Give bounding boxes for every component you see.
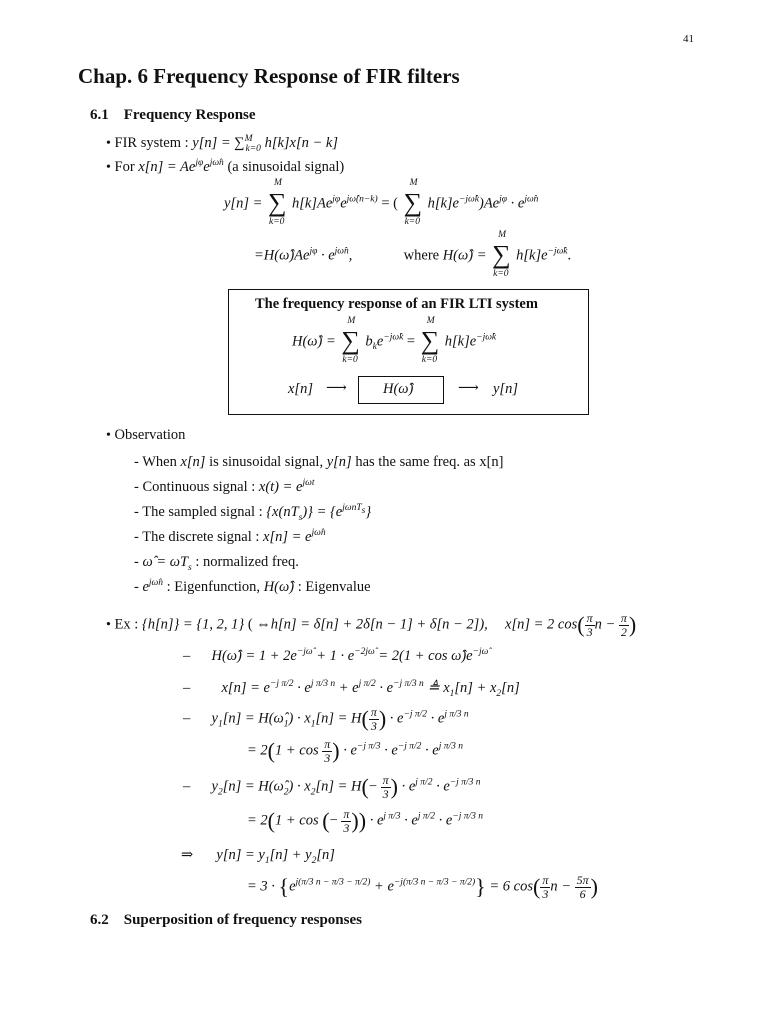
- sum-lower-limit: k=0: [342, 355, 358, 365]
- minus-sign: −: [329, 812, 338, 829]
- denominator: 3: [382, 786, 389, 801]
- math-expr: h[k]e: [427, 195, 459, 212]
- numerator: 5π: [576, 873, 589, 887]
- exponent: jω̂n: [334, 246, 349, 257]
- math-expr: y[n] = y: [216, 847, 265, 863]
- exponent: −jω̂k: [476, 332, 497, 343]
- math-expr: · e: [397, 778, 416, 795]
- math-expr: · e: [375, 680, 394, 696]
- sum-upper-limit: M: [409, 178, 418, 188]
- paren: ): [590, 874, 598, 900]
- exponent: −jω̂: [472, 647, 489, 658]
- math-expr: e: [203, 159, 210, 175]
- math-expr: h[k]e: [516, 247, 548, 264]
- math-expr: y[n] =: [224, 195, 263, 212]
- math-expr: =: [403, 333, 416, 350]
- exponent: j π/3 n: [444, 709, 469, 720]
- sigma-glyph: ∑: [268, 188, 287, 217]
- math-expr: · e: [435, 812, 453, 829]
- punctuation: ,: [348, 247, 353, 264]
- summation: [339, 316, 365, 365]
- denominator: 2: [620, 624, 627, 639]
- subscript: 1: [310, 719, 316, 730]
- dash: –: [183, 648, 191, 664]
- dash: -: [134, 554, 139, 570]
- paren: (: [267, 738, 275, 764]
- math-expr: }: [365, 504, 372, 520]
- exponent: −jω̂k: [459, 194, 479, 205]
- exponent: j π/2: [417, 811, 436, 822]
- sum-upper-limit: M: [274, 178, 282, 188]
- subscript: 2: [310, 787, 316, 798]
- math-expr: h[k]e: [444, 333, 477, 350]
- summation: [419, 316, 445, 365]
- math-expr: n −: [594, 616, 616, 633]
- fraction: [585, 612, 595, 638]
- example-step: [247, 808, 483, 834]
- math-expr: x[n] = e: [221, 680, 270, 696]
- paren: )): [351, 808, 367, 834]
- text: The sampled signal :: [142, 504, 267, 520]
- exponent: j π/3: [383, 811, 401, 822]
- math-expr: [n] = H: [315, 778, 362, 795]
- math-expr: x[n] = Ae: [138, 159, 196, 175]
- sum-upper-limit: M: [347, 316, 356, 326]
- dash: -: [134, 579, 139, 595]
- exponent-text: jωnT: [342, 503, 362, 514]
- subscript: 2: [311, 855, 317, 866]
- system-output: y[n]: [493, 381, 518, 397]
- sigma-glyph: ∑: [341, 326, 360, 355]
- bullet-label: For: [114, 159, 139, 175]
- page-number: 41: [683, 33, 694, 45]
- math-expr: · e: [427, 710, 445, 727]
- math-expr: · e: [380, 742, 398, 759]
- derivation-line-1: [224, 178, 539, 227]
- denominator: 3: [343, 820, 350, 835]
- math-expr: · e: [400, 812, 418, 829]
- summation: [266, 178, 292, 227]
- dash: –: [183, 778, 191, 795]
- text: Continuous signal :: [142, 479, 259, 495]
- math-expr: h[k]Ae: [292, 195, 333, 212]
- bullet-icon: •: [106, 160, 111, 175]
- numerator: π: [370, 705, 377, 719]
- summation: [402, 178, 428, 227]
- sum-upper-limit: M: [244, 134, 253, 145]
- math-expr: · e: [317, 247, 335, 264]
- subscript: k: [372, 342, 377, 353]
- sigma-glyph: ∑: [492, 240, 511, 269]
- sum-upper-limit: M: [426, 316, 435, 326]
- sum-lower-limit: k=0: [493, 269, 509, 279]
- bullet-icon: •: [106, 617, 111, 633]
- paren: (: [322, 808, 330, 834]
- section-heading-6-1: [90, 107, 256, 124]
- dash: -: [134, 529, 139, 545]
- math-expr: e: [142, 579, 149, 595]
- math-expr: H(ω̂): [263, 579, 295, 595]
- section-number: 6.2: [90, 912, 109, 928]
- math-expr: 1 + cos: [275, 742, 319, 759]
- numerator: π: [586, 611, 593, 625]
- paren: ): [378, 706, 387, 732]
- bullet-example: [106, 612, 636, 638]
- math-expr: = 3 ·: [247, 878, 279, 895]
- arrow-icon: ⟶: [458, 380, 479, 396]
- math-expr: x[n]: [180, 454, 206, 470]
- math-expr: ) · x: [288, 778, 311, 795]
- math-expr: = 2: [247, 742, 268, 759]
- bullet-label: Observation: [114, 427, 186, 443]
- observation-item: [134, 479, 314, 496]
- paren: (: [532, 874, 541, 900]
- example-step: [247, 738, 463, 764]
- text: : Eigenfunction,: [163, 579, 264, 595]
- exponent: −jω̂k: [383, 332, 404, 343]
- dash: -: [134, 479, 139, 495]
- exponent: j π/2: [358, 679, 376, 690]
- exponent: j π/2: [415, 777, 433, 788]
- exponent: jφ: [332, 194, 341, 205]
- section-title: Frequency Response: [123, 107, 256, 123]
- exponent: jω̂n: [209, 158, 224, 169]
- sum-lower-limit: k=0: [404, 217, 420, 227]
- sum-lower-limit: k=0: [269, 217, 285, 227]
- math-expr: = 6 cos: [485, 878, 533, 895]
- exponent: jω̂(n−k): [346, 194, 378, 205]
- fraction: [322, 738, 332, 764]
- paren: ): [332, 738, 340, 764]
- paren: ): [628, 612, 637, 638]
- math-expr: )} = {e: [302, 504, 343, 520]
- math-expr: [n]: [501, 680, 520, 696]
- math-expr: x(t) = e: [258, 479, 303, 495]
- sum-lower-limit: k=0: [421, 355, 438, 365]
- brace: }: [475, 874, 486, 900]
- math-expr: =H(ω̂)Ae: [254, 247, 310, 264]
- math-expr: x[n] = e: [263, 529, 312, 545]
- summation: [490, 230, 516, 279]
- paren: (: [577, 612, 585, 638]
- denominator: 3: [324, 750, 331, 765]
- paren: (: [267, 808, 275, 834]
- math-expr: h[k]x[n − k]: [260, 135, 338, 151]
- math-expr: = 2(1 + cos ω̂)e: [374, 648, 473, 664]
- subscript: 1: [217, 719, 223, 730]
- subscript: 1: [283, 719, 289, 730]
- text: is sinusoidal signal,: [205, 454, 327, 470]
- math-expr: [n]: [316, 847, 335, 863]
- subscript: s: [298, 512, 303, 523]
- numerator: π: [382, 773, 389, 787]
- fraction: [341, 808, 351, 834]
- dash: –: [183, 710, 191, 727]
- math-expr: · e: [366, 812, 384, 829]
- exponent: −jω̂k: [547, 246, 568, 257]
- math-expr: y: [211, 710, 218, 727]
- chapter-title: Chap. 6 Frequency Response of FIR filters: [78, 64, 460, 88]
- subscript: 2: [283, 787, 289, 798]
- exponent: jφ: [499, 194, 508, 205]
- subscript: 2: [217, 787, 223, 798]
- brace: {: [278, 874, 290, 900]
- math-expr: e: [376, 333, 384, 350]
- fraction: [575, 874, 591, 900]
- observation-item: [134, 454, 503, 471]
- exponent: −j π/3 n: [393, 679, 424, 690]
- math-expr: [n] = H: [315, 710, 362, 727]
- denominator: 3: [542, 886, 549, 901]
- dash: -: [134, 504, 139, 520]
- math-expr: y[n]: [326, 454, 352, 470]
- implies-icon: ⇒: [181, 847, 194, 863]
- numerator: π: [542, 873, 549, 887]
- example-step: [183, 680, 520, 697]
- section-heading-6-2: [90, 912, 362, 929]
- text: When: [142, 454, 181, 470]
- exponent: −2jω̂: [354, 647, 375, 658]
- bullet-observation: [106, 427, 185, 444]
- bullet-for-input: [106, 159, 344, 176]
- observation-item: [134, 554, 299, 571]
- math-expr: = (: [377, 195, 398, 212]
- math-expr: · e: [386, 710, 404, 727]
- math-expr: · e: [293, 680, 311, 696]
- sum-upper-limit: M: [498, 230, 507, 240]
- math-expr: e: [340, 195, 347, 212]
- math-expr: + e: [335, 680, 359, 696]
- exponent: −j π/2: [397, 741, 422, 752]
- exponent: −j π/3: [356, 741, 381, 752]
- bullet-label: FIR system :: [114, 135, 193, 151]
- example-step: [183, 706, 469, 732]
- box-equation: [292, 316, 497, 365]
- observation-item: [134, 579, 371, 596]
- box-title: The frequency response of an FIR LTI system: [255, 296, 538, 312]
- text: : Eigenvalue: [294, 579, 371, 595]
- punctuation: .: [567, 247, 572, 264]
- math-expr: ω̂ = ωT: [142, 554, 189, 570]
- example-step: [181, 847, 335, 864]
- system-block: [358, 376, 444, 404]
- example-step: [183, 648, 488, 665]
- bullet-icon: •: [106, 428, 111, 443]
- math-expr: H(ω̂) = 1 + 2e: [211, 648, 297, 664]
- example-step: [183, 774, 480, 800]
- derivation-line-2: [254, 230, 572, 279]
- exponent: −j π/2: [269, 679, 294, 690]
- math-expr: b: [365, 333, 373, 350]
- math-expr: h[n] = δ[n] + 2δ[n − 1] + δ[n − 2]),: [270, 616, 488, 633]
- math-expr: [n] + x: [454, 680, 497, 696]
- exponent: [342, 503, 366, 517]
- math-expr: = 2: [247, 812, 268, 829]
- exponent: −jω̂: [296, 647, 313, 658]
- math-expr: e: [289, 878, 296, 895]
- math-expr: + 1 · e: [312, 648, 355, 664]
- numerator: π: [620, 611, 627, 625]
- math-expr: y[n] = ∑: [192, 135, 245, 151]
- exponent: −j(π/3 n − π/3 − π/2): [393, 877, 476, 888]
- exponent: jφ: [309, 246, 318, 257]
- dash: -: [134, 454, 139, 470]
- where-text: where: [403, 247, 443, 264]
- sigma-glyph: ∑: [403, 188, 423, 217]
- observation-item: [134, 504, 371, 521]
- note-text: (a sinusoidal signal): [223, 159, 345, 175]
- math-expr: {x(nT: [266, 504, 299, 520]
- math-expr: y: [211, 778, 218, 795]
- bullet-fir-system: [106, 135, 338, 152]
- math-expr: 1 + cos: [275, 812, 319, 829]
- text: : normalized freq.: [191, 554, 299, 570]
- exponent: −j π/3 n: [452, 811, 484, 822]
- math-expr: · e: [421, 742, 439, 759]
- text: ( ⇔: [244, 616, 271, 633]
- fraction: [540, 874, 550, 900]
- math-expr: ) · x: [288, 710, 311, 727]
- subscript: 1: [264, 855, 270, 866]
- bullet-icon: •: [106, 136, 111, 151]
- paren: (: [361, 774, 369, 800]
- exponent: j π/3 n: [438, 741, 463, 752]
- exponent: jωt: [302, 478, 315, 489]
- subscript: 2: [496, 688, 502, 699]
- section-number: 6.1: [90, 107, 109, 123]
- math-expr: [n] = H(ω̂: [222, 710, 284, 727]
- text: has the same freq. as x[n]: [351, 454, 504, 470]
- exponent: j π/3 n: [310, 679, 336, 690]
- paren: (: [361, 706, 369, 732]
- bullet-label: Ex :: [114, 616, 142, 633]
- math-expr: ≜ x: [423, 680, 450, 696]
- exponent: jω̂n: [148, 578, 164, 589]
- denominator: 3: [586, 624, 593, 639]
- minus-sign: −: [368, 778, 377, 795]
- exponent: jω̂n: [311, 528, 326, 539]
- fraction: [381, 774, 391, 800]
- fraction: [619, 612, 629, 638]
- exponent: j(π/3 n − π/3 − π/2): [295, 877, 371, 888]
- example-step: [247, 874, 598, 900]
- math-expr: )Ae: [478, 195, 500, 212]
- numerator: π: [343, 807, 350, 821]
- denominator: 6: [579, 886, 586, 901]
- subscript: s: [188, 562, 192, 573]
- observation-item: [134, 529, 326, 546]
- math-expr: x[n] = 2 cos: [505, 616, 578, 633]
- math-expr: + e: [370, 878, 394, 895]
- exponent: jω̂n: [524, 194, 539, 205]
- math-expr: · e: [339, 742, 357, 759]
- paren: ): [390, 774, 398, 800]
- exponent: −j π/2: [403, 709, 428, 720]
- sigma-glyph: ∑: [420, 326, 440, 355]
- math-expr: [n] + y: [269, 847, 312, 863]
- numerator: π: [324, 737, 331, 751]
- arrow-icon: ⟶: [326, 380, 347, 396]
- dash: –: [183, 680, 191, 696]
- math-expr: n −: [550, 878, 571, 895]
- math-expr: · e: [507, 195, 525, 212]
- denominator: 3: [370, 718, 377, 733]
- math-expr: H(ω̂) =: [442, 247, 491, 264]
- section-title: Superposition of frequency responses: [123, 912, 362, 928]
- math-expr: · e: [432, 778, 450, 795]
- exponent: −j π/3 n: [449, 777, 481, 788]
- text: The discrete signal :: [142, 529, 264, 545]
- exponent: jφ: [195, 158, 204, 169]
- subscript: s: [361, 506, 366, 517]
- system-input: x[n]: [288, 381, 313, 397]
- sum-lower-limit: k=0: [245, 143, 261, 154]
- math-expr: H(ω̂) =: [292, 333, 336, 350]
- fraction: [369, 706, 379, 732]
- math-expr: [n] = H(ω̂: [222, 778, 284, 795]
- math-expr: {h[n]} = {1, 2, 1}: [141, 616, 245, 633]
- system-block-label: H(ω̂): [383, 381, 414, 397]
- subscript: 1: [449, 688, 455, 699]
